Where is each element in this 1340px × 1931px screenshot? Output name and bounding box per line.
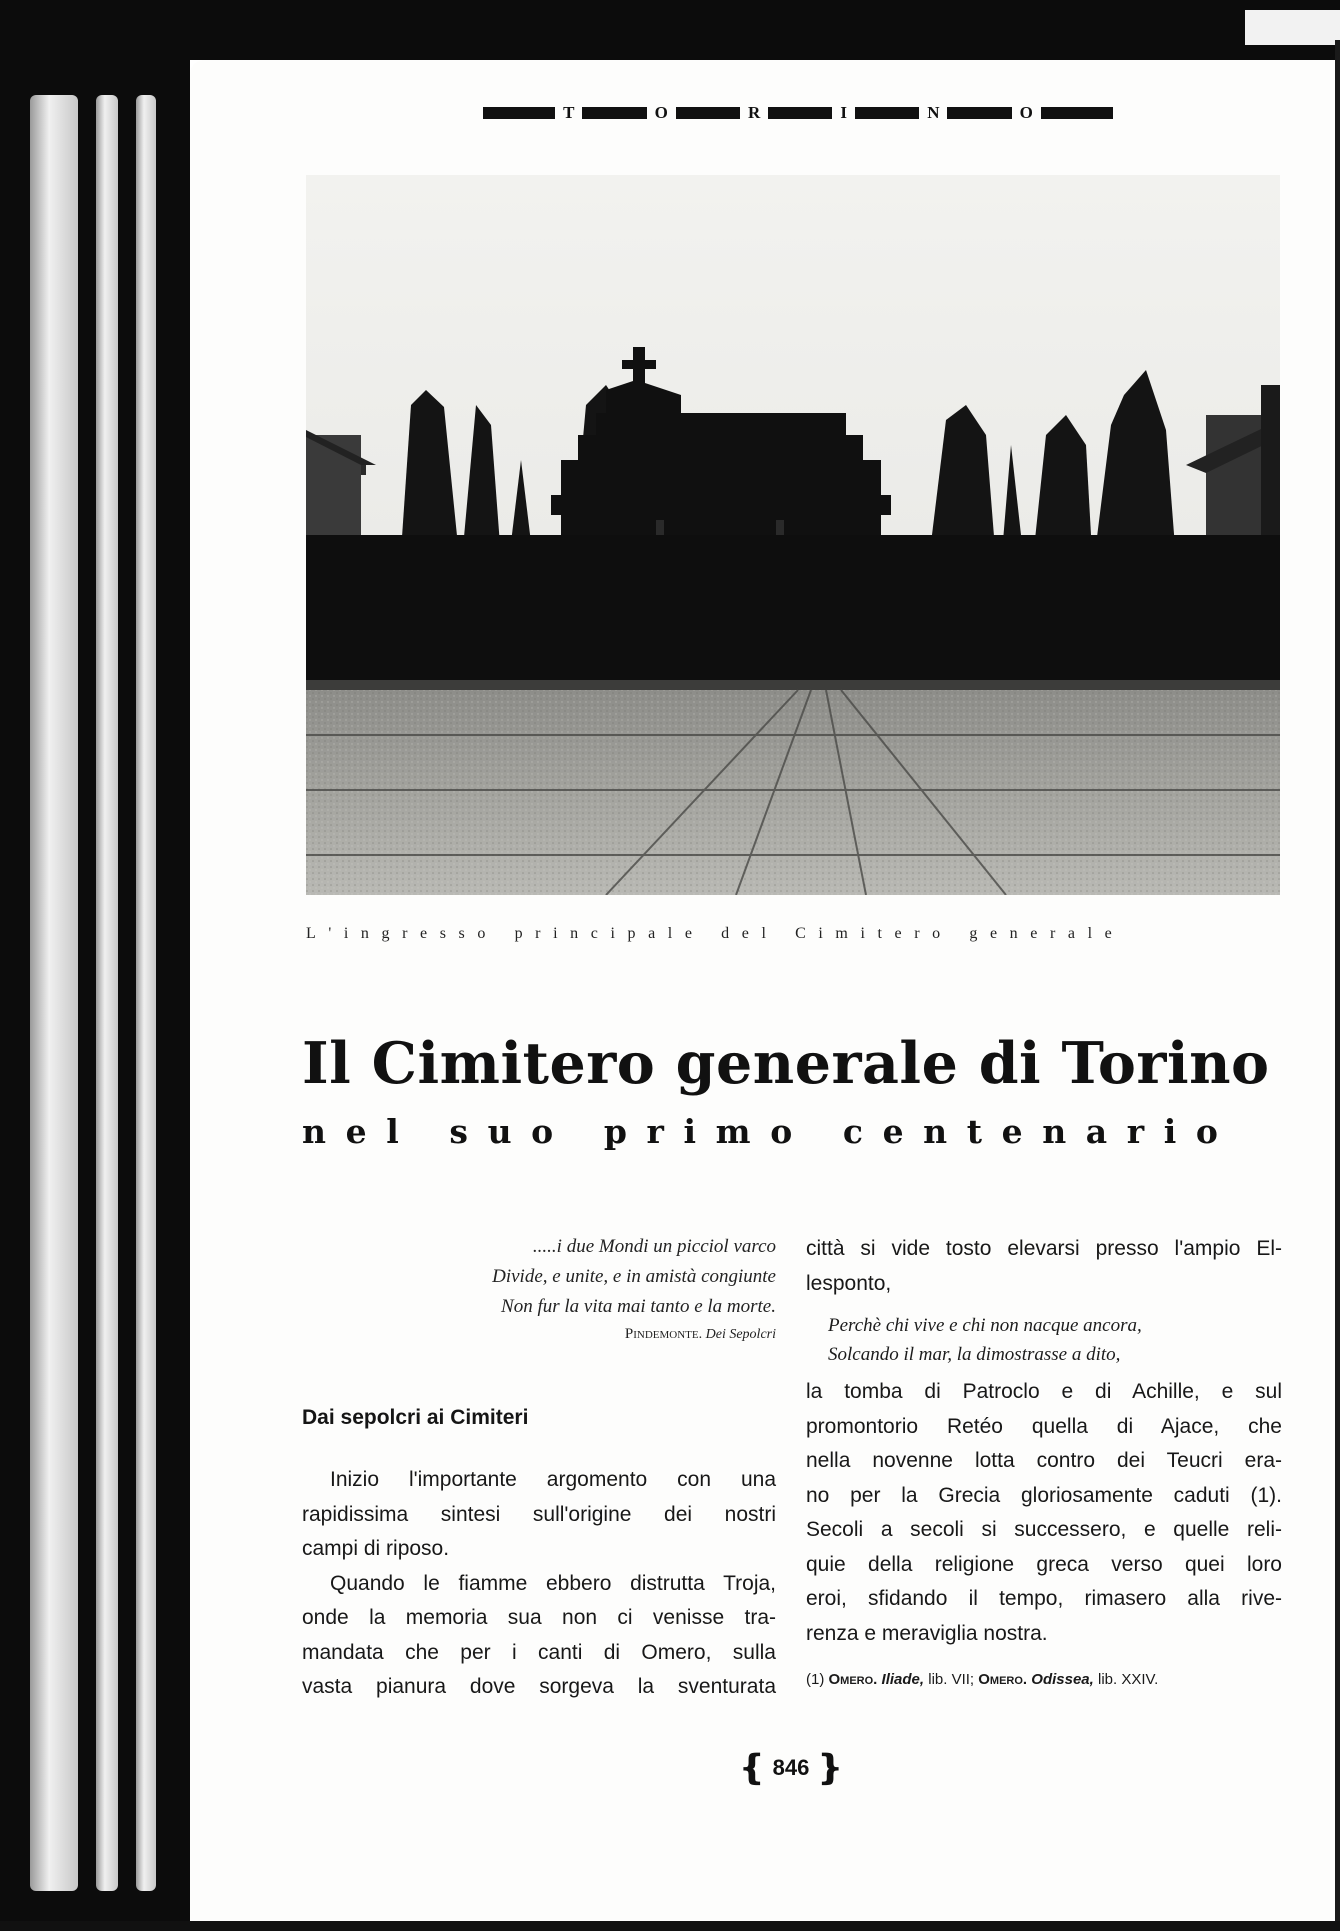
text-line: renza e meraviglia nostra. [806, 1621, 1048, 1645]
text-line: Secoli a secoli si successero, e quelle reli- [806, 1518, 1282, 1541]
scan-border-bottom [0, 1921, 1340, 1931]
cemetery-entrance-photo [306, 175, 1280, 895]
text-line: Inizio l'importante argomento con una [330, 1468, 776, 1491]
scan-border-right [1335, 40, 1340, 1931]
running-header-letter: T [555, 102, 582, 124]
page-number [731, 1748, 851, 1788]
epigraph-line: Divide, e unite, e in amistà congiunte [492, 1266, 776, 1287]
paragraph [302, 1463, 776, 1567]
text-line: Quando le fiamme ebbero distrutta Troja, [330, 1571, 776, 1595]
book-edge [0, 0, 190, 1931]
running-header-letter: O [1012, 102, 1041, 124]
photo-caption: L'ingresso principale del Cimitero generale [306, 925, 1125, 942]
page-edge-strip [30, 95, 78, 1891]
epigraph [390, 1232, 776, 1347]
text-line: città si vide tosto elevarsi presso l'ampio El- [806, 1237, 1282, 1260]
page-number-value: 846 [772, 1755, 810, 1780]
footnote-work: Iliade, [881, 1671, 925, 1688]
epigraph-attribution: Pindemonte. Dei Sepolcri [624, 1326, 776, 1342]
text-line: mandata che per i canti di Omero, sulla [302, 1640, 776, 1664]
paragraph [806, 1375, 1282, 1651]
running-header-letter: O [647, 102, 676, 124]
text-line: campi di riposo. [302, 1537, 450, 1560]
running-header-letter: I [832, 102, 855, 124]
footnote-work: Odissea, [1031, 1671, 1094, 1688]
footnote-book: lib. VII; [928, 1671, 975, 1688]
epigraph-line: Non fur la vita mai tanto e la morte. [501, 1296, 776, 1317]
section-heading: Dai sepolcri ai Cimiteri [302, 1406, 529, 1429]
page-edge-strip [96, 95, 118, 1891]
verse-line: Perchè chi vive e chi non nacque ancora, [828, 1315, 1142, 1336]
folio-ornament-right-icon: ❵ [815, 1748, 844, 1788]
epigraph-author: Pindemonte [624, 1326, 699, 1342]
footnote-author: Omero. [978, 1671, 1028, 1688]
running-header-letter: R [740, 102, 768, 124]
text-line: vasta pianura dove sorgeva la sventurata [302, 1675, 776, 1698]
verse-quote [828, 1311, 1282, 1369]
footnote-number: (1) [806, 1671, 825, 1688]
right-column [806, 1232, 1282, 1688]
text-line: eroi, sfidando il tempo, rimasero alla rive- [806, 1587, 1282, 1610]
paragraph [302, 1567, 776, 1705]
verse-line: Solcando il mar, la dimostrasse a dito, [828, 1344, 1121, 1365]
epigraph-line: .....i due Mondi un picciol varco [532, 1236, 776, 1257]
folio-ornament-left-icon: ❴ [738, 1748, 767, 1788]
scan-border-notch [1245, 10, 1340, 45]
text-line: onde la memoria sua non ci venisse tra- [302, 1606, 776, 1629]
footnote-book: lib. XXIV. [1098, 1671, 1159, 1688]
text-line: quie della religione greca verso quei loro [806, 1552, 1282, 1576]
cemetery-entrance-photo-icon [306, 175, 1280, 895]
running-header-letter: N [919, 102, 947, 124]
epigraph-work: Dei Sepolcri [705, 1327, 776, 1342]
page-edge-strip [136, 95, 156, 1891]
text-line: nella novenne lotta contro dei Teucri era- [806, 1449, 1282, 1472]
running-header [483, 101, 1113, 125]
text-line: no per la Grecia gloriosamente caduti (1). [806, 1483, 1282, 1507]
text-line: la tomba di Patroclo e di Achille, e sul [806, 1380, 1282, 1403]
paragraph [806, 1232, 1282, 1301]
left-column [302, 1463, 776, 1705]
text-line: lesponto, [806, 1271, 892, 1295]
scan-border-top [0, 0, 1340, 60]
text-line: promontorio Retéo quella di Ajace, che [806, 1414, 1282, 1438]
article-title: Il Cimitero generale di Torino [302, 1030, 1270, 1097]
text-line: rapidissima sintesi sull'origine dei nostri [302, 1502, 776, 1526]
running-header-word [523, 102, 1073, 124]
article-subtitle: nel suo primo centenario [302, 1112, 1238, 1151]
footnote [806, 1671, 1282, 1688]
footnote-author: Omero. [828, 1671, 878, 1688]
